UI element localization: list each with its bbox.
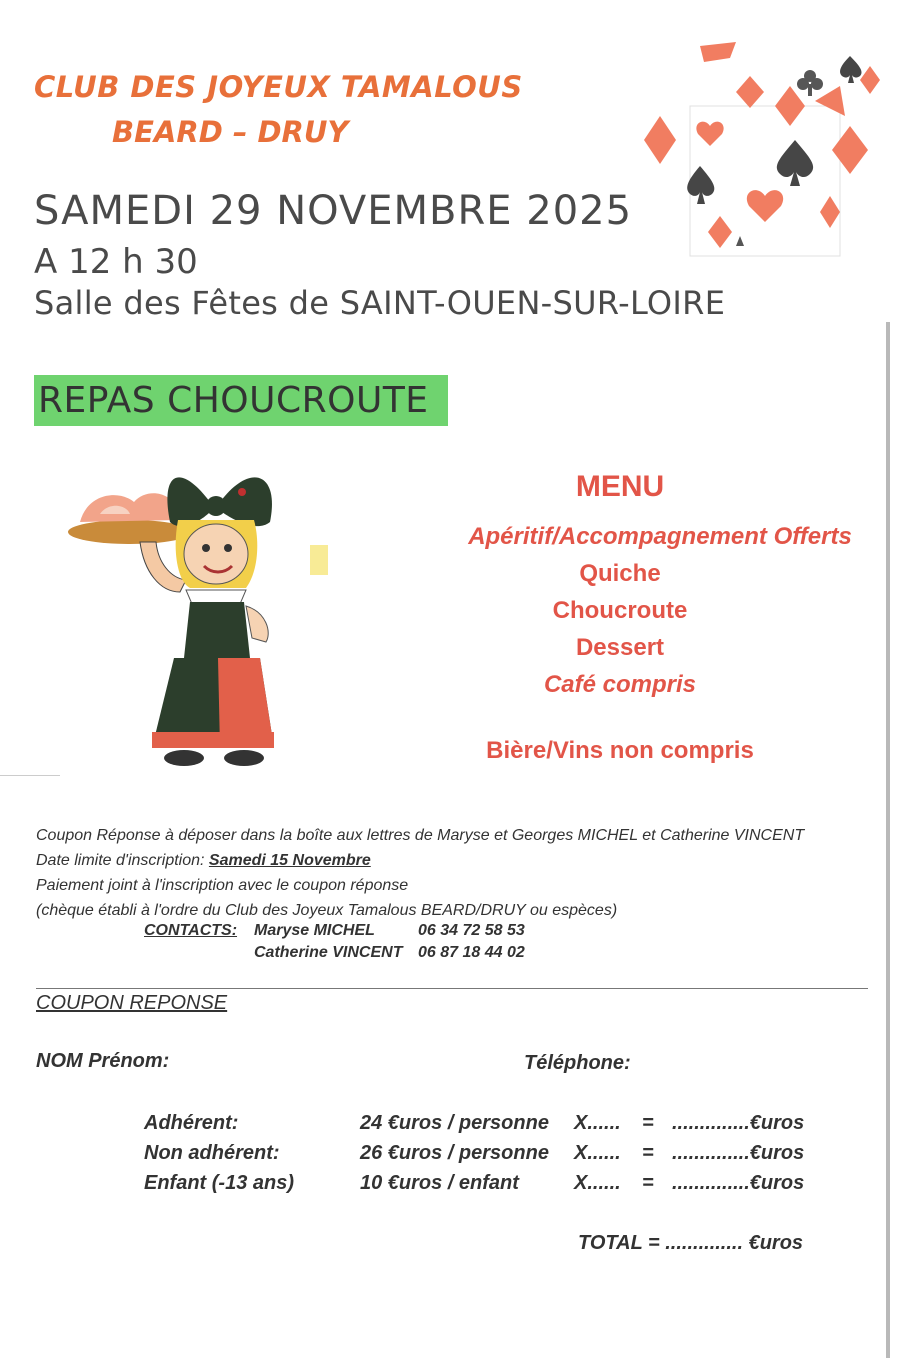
contacts-table — [144, 920, 539, 964]
club-location: BEARD – DRUY — [112, 115, 349, 149]
pricing-eq: = — [642, 1111, 654, 1134]
info-line-deadline — [36, 848, 804, 873]
pricing-row — [144, 1138, 804, 1168]
coupon-title: COUPON REPONSE — [36, 992, 228, 1014]
contact-phone: 06 34 72 58 53 — [418, 922, 525, 939]
event-title: REPAS CHOUCROUTE — [34, 375, 448, 426]
menu-note: Bière/Vins non compris — [486, 737, 754, 764]
menu-item-quiche: Quiche — [579, 560, 661, 587]
pricing-table — [144, 1108, 804, 1198]
contact-name: Catherine VINCENT — [254, 944, 403, 961]
contact-name: Maryse MICHEL — [254, 922, 375, 939]
pricing-price: 24 €uros / personne — [360, 1111, 549, 1134]
info-line-cheque: (chèque établi à l'ordre du Club des Joyeux Tamalous BEARD/DRUY ou espèces) — [36, 902, 618, 919]
contacts-label: CONTACTS: — [144, 922, 238, 939]
pricing-category: Enfant (-13 ans) — [144, 1171, 295, 1194]
club-name: CLUB DES JOYEUX TAMALOUS — [34, 70, 523, 104]
pricing-row — [144, 1108, 804, 1138]
info-line-deposit: Coupon Réponse à déposer dans la boîte aux lettres de Maryse et Georges MICHEL et Catherine VINCENT — [36, 827, 805, 844]
scan-edge — [886, 322, 890, 1358]
name-label: NOM Prénom: — [36, 1050, 170, 1072]
total-line: TOTAL = .............. €uros — [578, 1232, 804, 1254]
alsatian-girl-illustration — [60, 462, 340, 772]
deadline-label: Date limite d'inscription: — [36, 852, 209, 869]
pricing-category: Adhérent: — [144, 1111, 239, 1134]
pricing-qty: X...... — [574, 1141, 621, 1164]
contact-row — [144, 942, 539, 964]
scan-line — [0, 775, 60, 776]
event-time: A 12 h 30 — [34, 242, 198, 282]
contact-phone: 06 87 18 44 02 — [418, 944, 525, 961]
pricing-eq: = — [642, 1171, 654, 1194]
pricing-amount: ..............€uros — [672, 1111, 805, 1134]
pricing-category: Non adhérent: — [144, 1141, 280, 1164]
info-line-payment: Paiement joint à l'inscription avec le coupon réponse — [36, 877, 409, 894]
cut-line — [36, 988, 868, 989]
pricing-qty: X...... — [574, 1171, 621, 1194]
info-block — [36, 823, 804, 923]
menu-item-dessert: Dessert — [575, 634, 665, 661]
menu-item-choucroute: Choucroute — [552, 597, 688, 624]
menu-title: MENU — [575, 470, 665, 503]
playing-cards-illustration — [640, 36, 890, 276]
yellow-mark — [310, 545, 328, 575]
menu-item-cafe: Café compris — [543, 671, 697, 698]
event-date: SAMEDI 29 NOVEMBRE 2025 — [34, 188, 633, 234]
pricing-eq: = — [642, 1141, 654, 1164]
deadline-value: Samedi 15 Novembre — [208, 852, 371, 869]
menu-item-aperitif: Apéritif/Accompagnement Offerts — [468, 523, 852, 550]
phone-label: Téléphone: — [524, 1052, 631, 1074]
pricing-amount: ..............€uros — [672, 1171, 805, 1194]
pricing-row — [144, 1168, 804, 1198]
event-place: Salle des Fêtes de SAINT-OUEN-SUR-LOIRE — [34, 284, 726, 322]
pricing-price: 10 €uros / enfant — [360, 1171, 519, 1194]
pricing-price: 26 €uros / personne — [360, 1141, 549, 1164]
pricing-qty: X...... — [574, 1111, 621, 1134]
contact-row — [144, 920, 539, 942]
menu — [420, 470, 852, 765]
pricing-amount: ..............€uros — [672, 1141, 805, 1164]
